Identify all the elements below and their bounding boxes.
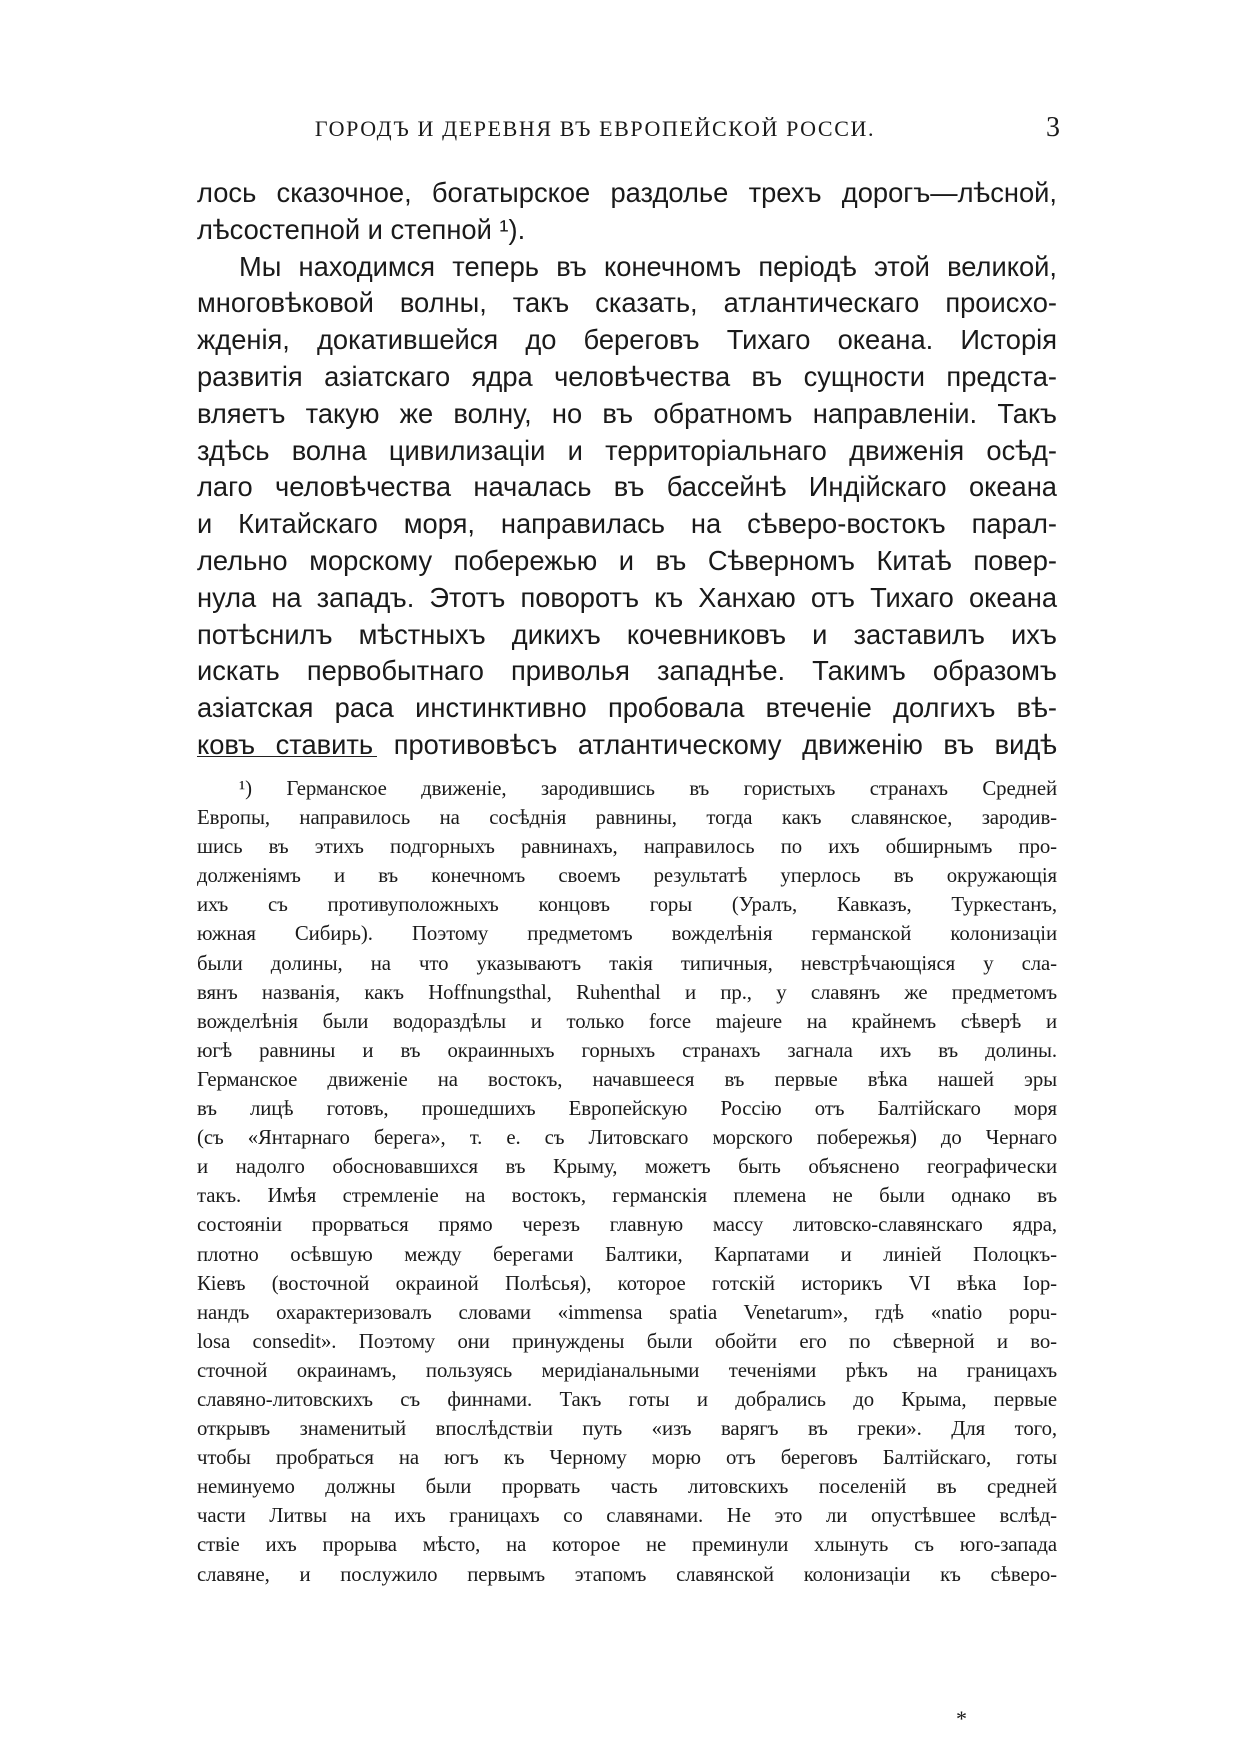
text-line: и Китайскаго моря, направилась на сѣверо-востокъ парал-	[197, 508, 1057, 540]
footnote-line: Европы, направилось на сосѣднія равнины, тогда какъ славянское, зародив-	[197, 806, 1057, 830]
text-line: многовѣковой волны, такъ сказать, атлантическаго происхо-	[197, 287, 1057, 319]
footnote-line: неминуемо должны были прорвать часть литовскихъ поселеній въ средней	[197, 1475, 1057, 1499]
footnote	[197, 774, 1057, 1589]
footnote-line: долженіямъ и въ конечномъ своемъ результатѣ уперлось въ окружающія	[197, 864, 1057, 888]
footnote-rule	[197, 756, 377, 757]
text-line: азіатская раса инстинктивно пробовала втеченіе долгихъ вѣ-	[197, 692, 1057, 724]
text-line: лѣсостепной и степной ¹).	[197, 213, 526, 245]
text-line: нула на западъ. Этотъ поворотъ къ Ханхаю отъ Тихаго океана	[197, 581, 1057, 613]
running-title: ГОРОДЪ И ДЕРЕВНЯ ВЪ ЕВРОПЕЙСКОЙ РОССИ.	[314, 116, 876, 141]
text-line: ковъ ставить противовѣсъ атлантическому движенію въ видѣ	[197, 728, 1057, 760]
footnote-line: и надолго обосновавшихся въ Крыму, можетъ быть объяснено географически	[197, 1155, 1057, 1179]
footnote-line: вянъ названія, какъ Hoffnungsthal, Ruhenthal и пр., у славянъ же предметомъ	[197, 980, 1057, 1004]
footnote-line: (съ «Янтарнаго берега», т. е. съ Литовскаго морского побережья) до Чернаго	[197, 1126, 1057, 1150]
text-line: жденія, докатившейся до береговъ Тихаго океана. Исторія	[197, 324, 1057, 356]
footnote-line: открывъ знаменитый впослѣдствіи путь «изъ варягъ въ греки». Для того,	[197, 1417, 1057, 1441]
footnote-line: ¹) Германское движеніе, зародившись въ гористыхъ странахъ Средней	[239, 777, 1057, 800]
text-line: вляетъ такую же волну, но въ обратномъ направленіи. Такъ	[197, 397, 1057, 429]
page-number: 3	[1046, 112, 1060, 143]
footnote-line: шись въ этихъ подгорныхъ равнинахъ, направилось по ихъ обширнымъ про-	[197, 835, 1057, 859]
footnote-line: такъ. Имѣя стремленіе на востокъ, германскія племена не были однако въ	[197, 1184, 1057, 1208]
text-line: лельно морскому побережью и въ Сѣверномъ Китаѣ повер-	[197, 544, 1057, 576]
footnote-line: славяно-литовскихъ съ финнами. Такъ готы и добрались до Крыма, первые	[197, 1387, 1057, 1411]
text-line: лось сказочное, богатырское раздолье трехъ дорогъ—лѣсной,	[197, 177, 1057, 208]
footnote-line: losa consedit». Поэтому они принуждены были обойти его по сѣверной и во-	[197, 1329, 1057, 1353]
footnote-line: части Литвы на ихъ границахъ со славянами. Не это ли опустѣвшее вслѣд-	[197, 1504, 1057, 1528]
main-text	[197, 175, 1057, 764]
signature-mark: *	[956, 1706, 967, 1731]
text-line: Мы находимся теперь въ конечномъ періодѣ этой великой,	[239, 250, 1057, 282]
text-line: развитія азіатскаго ядра человѣчества въ сущности предста-	[197, 360, 1057, 392]
footnote-line: сточной окраинамъ, пользуясь меридіанальными теченіями рѣкъ на границахъ	[197, 1358, 1057, 1382]
text-line: потѣснилъ мѣстныхъ дикихъ кочевниковъ и заставилъ ихъ	[197, 618, 1057, 650]
footnote-line: нандъ охарактеризовалъ словами «immensa spatia Venetarum», гдѣ «natio popu-	[197, 1300, 1057, 1324]
running-head	[200, 112, 1060, 152]
footnote-line: южная Сибирь). Поэтому предметомъ вожделѣнія германской колонизаціи	[197, 922, 1057, 946]
footnote-line: въ лицѣ готовъ, прошедшихъ Европейскую Россію отъ Балтійскаго моря	[197, 1097, 1057, 1121]
footnote-line: были долины, на что указываютъ такія типичныя, невстрѣчающіяся у сла-	[197, 951, 1057, 975]
footnote-line: славяне, и послужило первымъ этапомъ славянской колонизаціи къ сѣверо-	[197, 1562, 1057, 1586]
text-line: здѣсь волна цивилизаціи и территоріальнаго движенія осѣд-	[197, 434, 1057, 466]
footnote-line: Германское движеніе на востокъ, начавшееся въ первые вѣка нашей эры	[197, 1067, 1057, 1091]
text-line: искать первобытнаго приволья западнѣе. Такимъ образомъ	[197, 655, 1057, 687]
footnote-line: ихъ съ противуположныхъ концовъ горы (Уралъ, Кавказъ, Туркестанъ,	[197, 893, 1057, 917]
footnote-line: югѣ равнины и въ окраинныхъ горныхъ странахъ загнала ихъ въ долины.	[197, 1038, 1057, 1062]
footnote-line: вожделѣнія были водораздѣлы и только force majeure на крайнемъ сѣверѣ и	[197, 1009, 1057, 1033]
text-line: лаго человѣчества началась въ бассейнѣ Индійскаго океана	[197, 471, 1057, 503]
footnote-line: плотно осѣвшую между берегами Балтики, Карпатами и линіей Полоцкъ-	[197, 1242, 1057, 1266]
footnote-line: Кіевъ (восточной окраиной Полѣсья), которое готскій историкъ VI вѣка Іор-	[197, 1271, 1057, 1295]
footnote-line: чтобы пробраться на югъ къ Черному морю отъ береговъ Балтійскаго, готы	[197, 1446, 1057, 1470]
footnote-line: ствіе ихъ прорыва мѣсто, на которое не преминули хлынуть съ юго-запада	[197, 1533, 1057, 1557]
footnote-line: состояніи прорваться прямо черезъ главную массу литовско-славянскаго ядра,	[197, 1213, 1057, 1237]
